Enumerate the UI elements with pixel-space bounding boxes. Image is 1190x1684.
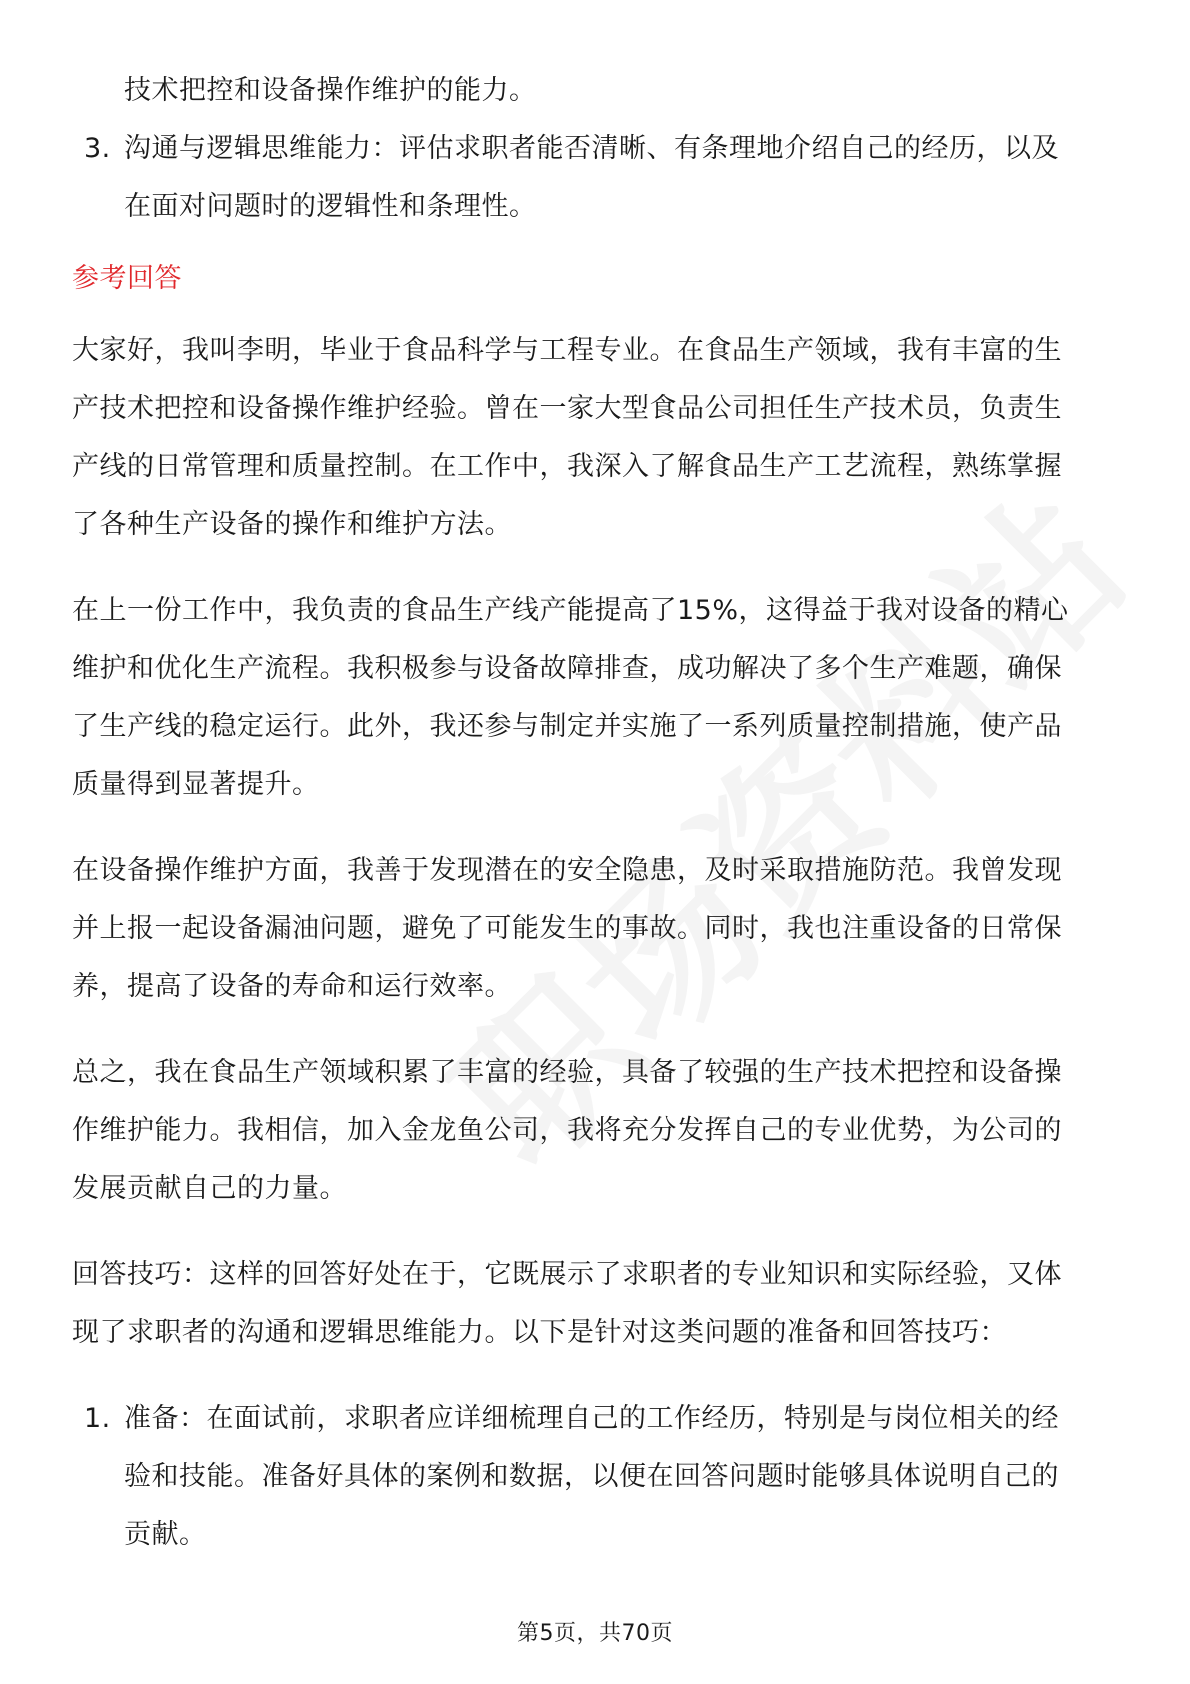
answer-paragraph: [72, 1044, 1122, 1218]
paragraph-line: 质量得到显著提升。: [72, 769, 320, 800]
paragraph-line: 了各种生产设备的操作和维护方法。: [72, 509, 512, 540]
paragraph-line: 回答技巧：这样的回答好处在于，它既展示了求职者的专业知识和实际经验，又体: [72, 1259, 1062, 1290]
paragraph-line: 在上一份工作中，我负责的食品生产线产能提高了15%，这得益于我对设备的精心: [72, 595, 1069, 626]
criteria-item-continuation: 技术把控和设备操作维护的能力。: [124, 75, 537, 106]
list-number: 3.: [84, 133, 111, 164]
page-footer: 第5页，共70页: [517, 1621, 673, 1646]
tips-intro: [72, 1246, 1122, 1362]
criteria-list-item-3: [72, 120, 1122, 236]
tips-item-line: 准备：在面试前，求职者应详细梳理自己的工作经历，特别是与岗位相关的经: [124, 1403, 1059, 1434]
criteria-item-line: 沟通与逻辑思维能力：评估求职者能否清晰、有条理地介绍自己的经历，以及: [124, 133, 1059, 164]
tips-list-item-1: [72, 1390, 1122, 1564]
document-page: [72, 62, 1122, 1564]
list-number: 1.: [84, 1403, 111, 1434]
paragraph-line: 产技术把控和设备操作维护经验。曾在一家大型食品公司担任生产技术员，负责生: [72, 393, 1062, 424]
paragraph-line: 作维护能力。我相信，加入金龙鱼公司，我将充分发挥自己的专业优势，为公司的: [72, 1115, 1062, 1146]
answer-paragraph: [72, 322, 1122, 554]
paragraph-line: 了生产线的稳定运行。此外，我还参与制定并实施了一系列质量控制措施，使产品: [72, 711, 1062, 742]
paragraph-line: 并上报一起设备漏油问题，避免了可能发生的事故。同时，我也注重设备的日常保: [72, 913, 1062, 944]
tips-item-line: 贡献。: [124, 1519, 207, 1550]
paragraph-line: 产线的日常管理和质量控制。在工作中，我深入了解食品生产工艺流程，熟练掌握: [72, 451, 1062, 482]
criteria-item-line: 在面对问题时的逻辑性和条理性。: [124, 191, 537, 222]
section-heading-reference-answer: 参考回答: [72, 263, 182, 294]
tips-item-line: 验和技能。准备好具体的案例和数据，以便在回答问题时能够具体说明自己的: [124, 1461, 1059, 1492]
paragraph-line: 发展贡献自己的力量。: [72, 1173, 347, 1204]
paragraph-line: 维护和优化生产流程。我积极参与设备故障排查，成功解决了多个生产难题，确保: [72, 653, 1062, 684]
paragraph-line: 大家好，我叫李明，毕业于食品科学与工程专业。在食品生产领域，我有丰富的生: [72, 335, 1062, 366]
answer-paragraph: [72, 842, 1122, 1016]
paragraph-line: 总之，我在食品生产领域积累了丰富的经验，具备了较强的生产技术把控和设备操: [72, 1057, 1062, 1088]
paragraph-line: 现了求职者的沟通和逻辑思维能力。以下是针对这类问题的准备和回答技巧：: [72, 1317, 1007, 1348]
answer-paragraph: [72, 582, 1122, 814]
paragraph-line: 养，提高了设备的寿命和运行效率。: [72, 971, 512, 1002]
paragraph-line: 在设备操作维护方面，我善于发现潜在的安全隐患，及时采取措施防范。我曾发现: [72, 855, 1062, 886]
